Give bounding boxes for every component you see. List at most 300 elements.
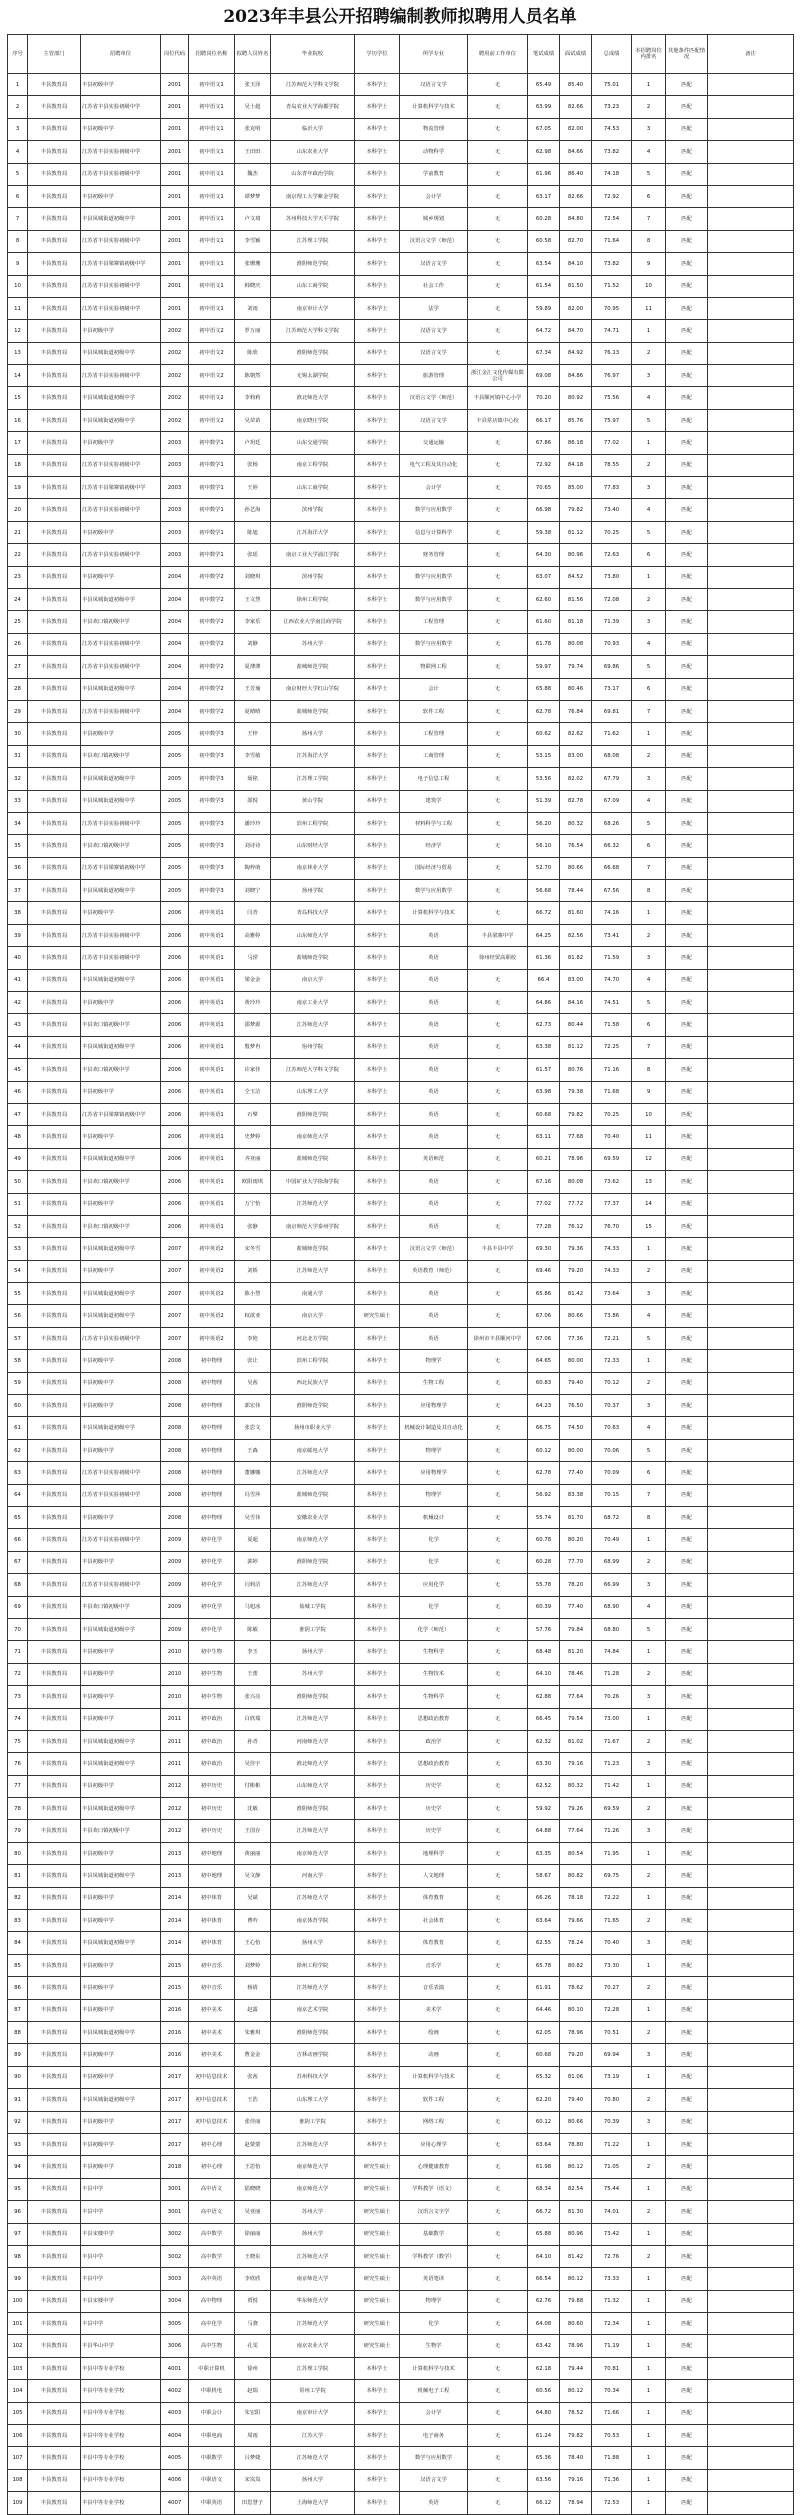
- cell-name: 史梦婷: [235, 1126, 271, 1148]
- cell-written-score: 70.20: [528, 387, 560, 409]
- cell-interview-score: 79.20: [560, 1260, 592, 1282]
- cell-school: 淮阴师范学院: [271, 1395, 355, 1417]
- cell-match: 匹配: [666, 185, 708, 207]
- cell-department: 丰县教育局: [28, 902, 81, 924]
- cell-prior-work: 无: [468, 2402, 528, 2424]
- cell-remark: [708, 2425, 794, 2447]
- cell-rank: 1: [632, 1641, 666, 1663]
- cell-written-score: 63.30: [528, 1753, 560, 1775]
- cell-index: 85: [8, 1954, 28, 1976]
- cell-post-code: 2011: [161, 1730, 189, 1752]
- cell-total-score: 74.53: [592, 118, 632, 140]
- cell-rank: 7: [632, 208, 666, 230]
- cell-name: 冯雪萍: [235, 1484, 271, 1506]
- cell-department: 丰县教育局: [28, 230, 81, 252]
- cell-school: 南京师范大学泰州学院: [271, 1215, 355, 1237]
- cell-rank: 1: [632, 2402, 666, 2424]
- cell-department: 丰县教育局: [28, 2223, 81, 2245]
- cell-post-code: 2002: [161, 320, 189, 342]
- cell-interview-score: 80.96: [560, 544, 592, 566]
- cell-total-score: 74.84: [592, 1641, 632, 1663]
- table-row: [8, 1305, 794, 1327]
- cell-major: 生物科学: [400, 1641, 468, 1663]
- col-header-employer: 招聘单位: [81, 35, 161, 74]
- cell-interview-score: 76.50: [560, 1395, 592, 1417]
- cell-degree: 本科学士: [355, 969, 400, 991]
- cell-school: 华东师范大学: [271, 2290, 355, 2312]
- cell-post-code: 2004: [161, 611, 189, 633]
- cell-name: 陈朝然: [235, 365, 271, 387]
- cell-major: 汉语言文字学: [400, 2201, 468, 2223]
- cell-remark: [708, 185, 794, 207]
- cell-employer: 丰县初级中学: [81, 902, 161, 924]
- cell-prior-work: 无: [468, 499, 528, 521]
- cell-interview-score: 80.44: [560, 1014, 592, 1036]
- cell-employer: 丰县欢口镇初级中学: [81, 1171, 161, 1193]
- cell-written-score: 64.80: [528, 2402, 560, 2424]
- cell-remark: [708, 924, 794, 946]
- cell-prior-work: 丰县丰县中学: [468, 1238, 528, 1260]
- cell-remark: [708, 947, 794, 969]
- cell-degree: 本科学士: [355, 700, 400, 722]
- cell-school: 苏州大学: [271, 2201, 355, 2223]
- cell-employer: 江苏省丰县实验初级中学: [81, 499, 161, 521]
- cell-prior-work: 无: [468, 1529, 528, 1551]
- cell-degree: 本科学士: [355, 2133, 400, 2155]
- cell-index: 88: [8, 2021, 28, 2043]
- cell-post-code: 3001: [161, 2178, 189, 2200]
- cell-index: 105: [8, 2402, 28, 2424]
- cell-major: 机械电子工程: [400, 2380, 468, 2402]
- cell-match: 匹配: [666, 812, 708, 834]
- table-row: [8, 2156, 794, 2178]
- table-row: [8, 2133, 794, 2155]
- cell-degree: 研究生硕士: [355, 2268, 400, 2290]
- table-row: [8, 2021, 794, 2043]
- cell-rank: 1: [632, 1238, 666, 1260]
- cell-name: 马滢: [235, 947, 271, 969]
- cell-post-name: 初中英语1: [189, 1103, 235, 1125]
- document-title: 2023年丰县公开招聘编制教师拟聘用人员名单: [223, 7, 577, 27]
- cell-written-score: 59.89: [528, 297, 560, 319]
- cell-major: 数学与应用数学: [400, 633, 468, 655]
- cell-rank: 2: [632, 924, 666, 946]
- cell-interview-score: 85.40: [560, 74, 592, 96]
- cell-post-code: 2006: [161, 1126, 189, 1148]
- cell-index: 49: [8, 1148, 28, 1170]
- cell-rank: 6: [632, 544, 666, 566]
- cell-index: 108: [8, 2469, 28, 2491]
- cell-match: 匹配: [666, 477, 708, 499]
- cell-major: 机械设计制造及其自动化: [400, 1417, 468, 1439]
- cell-interview-score: 86.18: [560, 432, 592, 454]
- cell-department: 丰县教育局: [28, 1820, 81, 1842]
- cell-written-score: 65.36: [528, 2447, 560, 2469]
- cell-prior-work: 无: [468, 633, 528, 655]
- table-row: [8, 2178, 794, 2200]
- cell-major: 化学（师范）: [400, 1618, 468, 1640]
- cell-major: 英语: [400, 924, 468, 946]
- cell-match: 匹配: [666, 1865, 708, 1887]
- cell-prior-work: 无: [468, 1574, 528, 1596]
- cell-index: 78: [8, 1798, 28, 1820]
- cell-name: 张静: [235, 1215, 271, 1237]
- cell-school: 常州工学院: [271, 2380, 355, 2402]
- cell-prior-work: 无: [468, 2111, 528, 2133]
- cell-match: 匹配: [666, 992, 708, 1014]
- cell-employer: 江苏省丰县实验初级中学: [81, 275, 161, 297]
- cell-prior-work: 无: [468, 1686, 528, 1708]
- cell-department: 丰县教育局: [28, 2402, 81, 2424]
- cell-department: 丰县教育局: [28, 1103, 81, 1125]
- cell-interview-score: 78.94: [560, 2492, 592, 2514]
- cell-name: 王浩: [235, 2089, 271, 2111]
- table-row: [8, 947, 794, 969]
- cell-department: 丰县教育局: [28, 275, 81, 297]
- cell-employer: 江苏省丰县实验初级中学: [81, 700, 161, 722]
- cell-interview-score: 80.08: [560, 633, 592, 655]
- cell-department: 丰县教育局: [28, 2335, 81, 2357]
- cell-name: 张兴亮: [235, 1686, 271, 1708]
- cell-written-score: 64.65: [528, 1350, 560, 1372]
- cell-prior-work: 无: [468, 275, 528, 297]
- cell-department: 丰县教育局: [28, 700, 81, 722]
- cell-interview-score: 77.70: [560, 1551, 592, 1573]
- cell-remark: [708, 1954, 794, 1976]
- cell-remark: [708, 1327, 794, 1349]
- cell-post-name: 初中数学3: [189, 880, 235, 902]
- cell-degree: 本科学士: [355, 2044, 400, 2066]
- cell-index: 104: [8, 2380, 28, 2402]
- cell-remark: [708, 432, 794, 454]
- cell-degree: 本科学士: [355, 320, 400, 342]
- cell-remark: [708, 2335, 794, 2357]
- cell-school: 临沂大学: [271, 118, 355, 140]
- cell-post-name: 初中体育: [189, 1932, 235, 1954]
- cell-written-score: 60.56: [528, 2380, 560, 2402]
- cell-department: 丰县教育局: [28, 1529, 81, 1551]
- cell-employer: 丰县初级中学: [81, 1507, 161, 1529]
- cell-employer: 丰县初级中学: [81, 118, 161, 140]
- cell-remark: [708, 2290, 794, 2312]
- cell-total-score: 76.13: [592, 342, 632, 364]
- cell-remark: [708, 342, 794, 364]
- cell-interview-score: 82.00: [560, 297, 592, 319]
- cell-rank: 4: [632, 499, 666, 521]
- cell-school: 上海师范大学: [271, 2492, 355, 2514]
- cell-post-code: 2001: [161, 118, 189, 140]
- table-row: [8, 1507, 794, 1529]
- cell-department: 丰县教育局: [28, 544, 81, 566]
- cell-employer: 丰县中等专业学校: [81, 2469, 161, 2491]
- cell-remark: [708, 2066, 794, 2088]
- cell-remark: [708, 499, 794, 521]
- cell-name: 马骁: [235, 2313, 271, 2335]
- cell-school: 扬州学院: [271, 880, 355, 902]
- cell-post-code: 2010: [161, 1686, 189, 1708]
- cell-post-name: 初中信息技术: [189, 2089, 235, 2111]
- cell-interview-score: 81.12: [560, 521, 592, 543]
- cell-employer: 江苏省丰县实验初级中学: [81, 230, 161, 252]
- cell-employer: 丰县凤城街道初级中学: [81, 1238, 161, 1260]
- cell-rank: 5: [632, 163, 666, 185]
- cell-prior-work: 无: [468, 1215, 528, 1237]
- cell-post-code: 2016: [161, 2044, 189, 2066]
- cell-written-score: 64.46: [528, 1999, 560, 2021]
- cell-written-score: 77.02: [528, 1193, 560, 1215]
- cell-degree: 本科学士: [355, 992, 400, 1014]
- cell-school: 南京审计大学: [271, 297, 355, 319]
- table-row: [8, 1954, 794, 1976]
- cell-written-score: 62.32: [528, 1730, 560, 1752]
- cell-major: 学前教育: [400, 163, 468, 185]
- cell-school: 南京大学: [271, 969, 355, 991]
- cell-index: 44: [8, 1036, 28, 1058]
- cell-total-score: 70.53: [592, 2425, 632, 2447]
- cell-prior-work: 无: [468, 1775, 528, 1797]
- cell-degree: 本科学士: [355, 1036, 400, 1058]
- table-row: [8, 387, 794, 409]
- cell-total-score: 70.81: [592, 2357, 632, 2379]
- cell-degree: 本科学士: [355, 857, 400, 879]
- cell-rank: 1: [632, 2425, 666, 2447]
- cell-school: 山东交通学院: [271, 432, 355, 454]
- cell-remark: [708, 1148, 794, 1170]
- cell-total-score: 77.83: [592, 477, 632, 499]
- cell-prior-work: 无: [468, 2178, 528, 2200]
- cell-department: 丰县教育局: [28, 2469, 81, 2491]
- cell-employer: 丰县中学: [81, 2245, 161, 2267]
- cell-index: 89: [8, 2044, 28, 2066]
- cell-written-score: 55.78: [528, 1574, 560, 1596]
- cell-post-code: 2007: [161, 1260, 189, 1282]
- cell-prior-work: 无: [468, 1439, 528, 1461]
- cell-match: 匹配: [666, 342, 708, 364]
- cell-name: 陈欣: [235, 342, 271, 364]
- cell-rank: 2: [632, 1865, 666, 1887]
- cell-name: 张瑶: [235, 544, 271, 566]
- cell-remark: [708, 163, 794, 185]
- cell-employer: 江苏省丰县实验初级中学: [81, 1574, 161, 1596]
- cell-employer: 丰县欢口镇初级中学: [81, 745, 161, 767]
- cell-remark: [708, 1439, 794, 1461]
- cell-department: 丰县教育局: [28, 656, 81, 678]
- col-header-department: 主管部门: [28, 35, 81, 74]
- cell-department: 丰县教育局: [28, 2201, 81, 2223]
- cell-match: 匹配: [666, 2469, 708, 2491]
- cell-total-score: 72.34: [592, 2313, 632, 2335]
- cell-post-name: 初中化学: [189, 1618, 235, 1640]
- cell-employer: 江苏省丰县实验初级中学: [81, 656, 161, 678]
- cell-degree: 本科学士: [355, 477, 400, 499]
- cell-index: 61: [8, 1417, 28, 1439]
- cell-interview-score: 79.16: [560, 2469, 592, 2491]
- cell-interview-score: 76.84: [560, 700, 592, 722]
- cell-match: 匹配: [666, 1081, 708, 1103]
- cell-degree: 本科学士: [355, 924, 400, 946]
- cell-post-name: 初中生物: [189, 1663, 235, 1685]
- cell-prior-work: 无: [468, 544, 528, 566]
- cell-name: 王森: [235, 1439, 271, 1461]
- cell-department: 丰县教育局: [28, 2380, 81, 2402]
- col-header-remark: 备注: [708, 35, 794, 74]
- cell-interview-score: 84.10: [560, 253, 592, 275]
- cell-remark: [708, 1126, 794, 1148]
- cell-name: 贾悦: [235, 2290, 271, 2312]
- cell-remark: [708, 2021, 794, 2043]
- cell-match: 匹配: [666, 1686, 708, 1708]
- col-header-written-score: 笔试成绩: [528, 35, 560, 74]
- cell-name: 宋冬雪: [235, 1238, 271, 1260]
- cell-employer: 丰县初级中学: [81, 74, 161, 96]
- cell-total-score: 73.00: [592, 1708, 632, 1730]
- cell-remark: [708, 2044, 794, 2066]
- cell-post-code: 2006: [161, 992, 189, 1014]
- cell-degree: 本科学士: [355, 1730, 400, 1752]
- cell-rank: 3: [632, 611, 666, 633]
- cell-school: 苏州大学: [271, 633, 355, 655]
- cell-written-score: 65.78: [528, 1954, 560, 1976]
- cell-post-code: 2016: [161, 2021, 189, 2043]
- table-row: [8, 1417, 794, 1439]
- cell-post-name: 高中生物: [189, 2335, 235, 2357]
- cell-department: 丰县教育局: [28, 1350, 81, 1372]
- cell-index: 83: [8, 1910, 28, 1932]
- cell-school: 江苏师范大学: [271, 1574, 355, 1596]
- cell-written-score: 65.88: [528, 678, 560, 700]
- cell-degree: 本科学士: [355, 74, 400, 96]
- cell-department: 丰县教育局: [28, 409, 81, 431]
- cell-written-score: 69.08: [528, 365, 560, 387]
- cell-school: 滨州学院: [271, 499, 355, 521]
- cell-index: 21: [8, 521, 28, 543]
- table-row: [8, 1171, 794, 1193]
- table-row: [8, 253, 794, 275]
- cell-degree: 研究生硕士: [355, 2313, 400, 2335]
- cell-post-code: 2007: [161, 1283, 189, 1305]
- cell-written-score: 66.4: [528, 969, 560, 991]
- cell-prior-work: 无: [468, 1730, 528, 1752]
- cell-prior-work: 无: [468, 230, 528, 252]
- cell-school: 河南大学: [271, 1865, 355, 1887]
- cell-school: 淮阴师范学院: [271, 2021, 355, 2043]
- cell-interview-score: 79.74: [560, 656, 592, 678]
- cell-major: 英语教育（师范）: [400, 1260, 468, 1282]
- cell-major: 化学: [400, 1551, 468, 1573]
- cell-written-score: 62.78: [528, 1462, 560, 1484]
- cell-post-name: 初中英语2: [189, 1238, 235, 1260]
- cell-degree: 本科学士: [355, 1126, 400, 1148]
- cell-employer: 江苏省丰县梁寨镇初级中学: [81, 857, 161, 879]
- table-row: [8, 342, 794, 364]
- cell-name: 王晓东: [235, 2245, 271, 2267]
- table-row: [8, 208, 794, 230]
- cell-department: 丰县教育局: [28, 2268, 81, 2290]
- cell-major: 材料科学与工程: [400, 812, 468, 834]
- cell-match: 匹配: [666, 1372, 708, 1394]
- cell-remark: [708, 1372, 794, 1394]
- cell-school: 南京审计大学: [271, 2402, 355, 2424]
- cell-index: 47: [8, 1103, 28, 1125]
- cell-post-code: 2011: [161, 1708, 189, 1730]
- cell-degree: 本科学士: [355, 1103, 400, 1125]
- cell-major: 网络工程: [400, 2111, 468, 2133]
- table-body: [8, 74, 794, 2515]
- cell-post-name: 初中数学2: [189, 678, 235, 700]
- cell-index: 22: [8, 544, 28, 566]
- cell-post-code: 2006: [161, 1171, 189, 1193]
- table-row: [8, 2380, 794, 2402]
- cell-rank: 3: [632, 118, 666, 140]
- cell-remark: [708, 1193, 794, 1215]
- cell-department: 丰县教育局: [28, 1730, 81, 1752]
- cell-employer: 丰县凤城街道初级中学: [81, 880, 161, 902]
- cell-remark: [708, 1977, 794, 1999]
- cell-department: 丰县教育局: [28, 2178, 81, 2200]
- cell-remark: [708, 1910, 794, 1932]
- cell-degree: 本科学士: [355, 1238, 400, 1260]
- cell-school: 滨州工程学院: [271, 812, 355, 834]
- cell-degree: 本科学士: [355, 118, 400, 140]
- cell-degree: 本科学士: [355, 678, 400, 700]
- cell-major: 数学与应用数学: [400, 566, 468, 588]
- cell-match: 匹配: [666, 611, 708, 633]
- cell-interview-score: 78.52: [560, 2402, 592, 2424]
- cell-employer: 丰县中等专业学校: [81, 2357, 161, 2379]
- cell-match: 匹配: [666, 633, 708, 655]
- cell-department: 丰县教育局: [28, 1596, 81, 1618]
- cell-degree: 本科学士: [355, 409, 400, 431]
- cell-interview-score: 79.20: [560, 2044, 592, 2066]
- cell-degree: 本科学士: [355, 1932, 400, 1954]
- cell-employer: 丰县初级中学: [81, 1686, 161, 1708]
- cell-match: 匹配: [666, 1574, 708, 1596]
- cell-post-name: 初中历史: [189, 1775, 235, 1797]
- cell-rank: 1: [632, 1708, 666, 1730]
- cell-index: 51: [8, 1193, 28, 1215]
- cell-school: 南京大学: [271, 1305, 355, 1327]
- cell-index: 4: [8, 141, 28, 163]
- cell-remark: [708, 2201, 794, 2223]
- table-row: [8, 1484, 794, 1506]
- cell-employer: 丰县初级中学: [81, 2133, 161, 2155]
- cell-index: 23: [8, 566, 28, 588]
- cell-interview-score: 82.56: [560, 924, 592, 946]
- cell-interview-score: 80.12: [560, 2156, 592, 2178]
- cell-prior-work: 丰县梁寨中学: [468, 924, 528, 946]
- cell-school: 扬州市职业大学: [271, 1417, 355, 1439]
- cell-rank: 1: [632, 2380, 666, 2402]
- cell-prior-work: 无: [468, 454, 528, 476]
- cell-rank: 2: [632, 2089, 666, 2111]
- cell-school: 河北北方学院: [271, 1327, 355, 1349]
- cell-match: 匹配: [666, 1999, 708, 2021]
- table-row: [8, 365, 794, 387]
- cell-written-score: 52.70: [528, 857, 560, 879]
- cell-written-score: 77.28: [528, 1215, 560, 1237]
- cell-employer: 江苏省丰县实验初级中学: [81, 544, 161, 566]
- cell-rank: 1: [632, 1954, 666, 1976]
- cell-employer: 丰县凤城街道初级中学: [81, 790, 161, 812]
- cell-name: 曹吟: [235, 1910, 271, 1932]
- cell-total-score: 71.36: [592, 2469, 632, 2491]
- cell-match: 匹配: [666, 723, 708, 745]
- cell-degree: 本科学士: [355, 611, 400, 633]
- cell-post-name: 初中数学2: [189, 588, 235, 610]
- cell-degree: 本科学士: [355, 96, 400, 118]
- cell-index: 74: [8, 1708, 28, 1730]
- cell-post-name: 初中历史: [189, 1798, 235, 1820]
